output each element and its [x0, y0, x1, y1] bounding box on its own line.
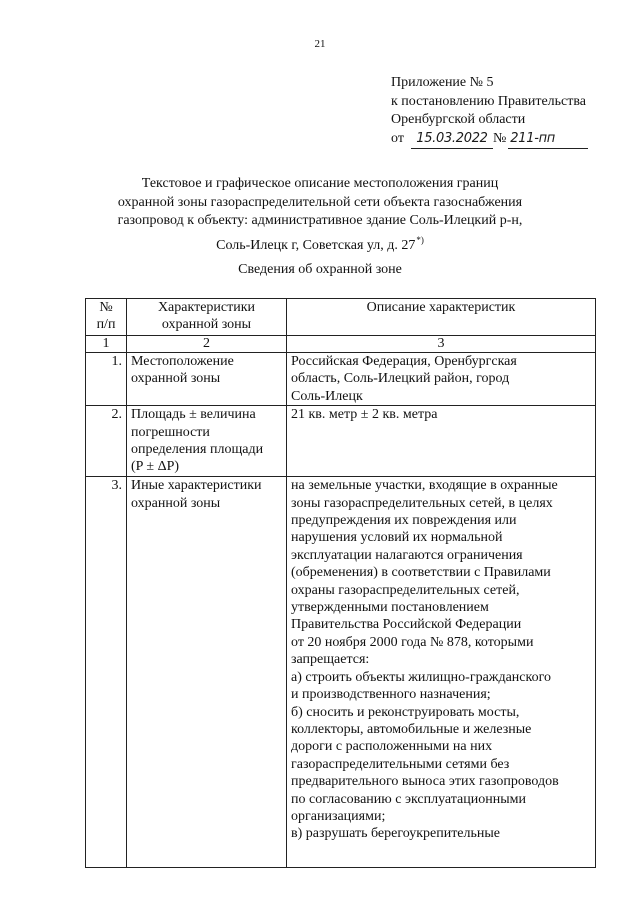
appendix-title: Приложение № 5 — [391, 75, 494, 90]
from-label: от — [391, 130, 404, 146]
row-description-line: запрещается: — [291, 652, 370, 668]
row-description-line: 21 кв. метр ± 2 кв. метра — [291, 407, 438, 423]
title-line-4 — [0, 231, 640, 256]
row-description-line: дороги с расположенными на них — [291, 739, 493, 755]
row-description-line: и производственного назначения; — [291, 687, 491, 703]
column-number: 3 — [287, 336, 596, 353]
column-number: 2 — [127, 336, 287, 353]
header-number-line: № — [99, 300, 113, 315]
row-description-line: на земельные участки, входящие в охранные — [291, 478, 558, 494]
header-number — [86, 299, 127, 336]
row-description-line: организациями; — [291, 808, 386, 824]
header-description-line: Описание характеристик — [366, 300, 516, 315]
row-description-line: область, Соль-Илецкий район, город — [291, 371, 510, 387]
section-subtitle: Сведения об охранной зоне — [238, 262, 402, 277]
row-characteristic-line: погрешности — [131, 424, 210, 440]
appendix-date-line — [391, 130, 588, 150]
row-characteristic-line: (P ± ΔP) — [131, 459, 180, 475]
row-description-line: (обременения) в соответствии с Правилами — [291, 565, 551, 581]
title-line-2: охранной зоны газораспределительной сети объекта газоснабжения — [117, 194, 523, 210]
number-label: № — [492, 130, 507, 146]
row-description-line: утвержденными постановлением — [291, 600, 489, 616]
row-characteristic — [127, 477, 287, 868]
row-number: 2. — [86, 406, 127, 477]
footnote-mark: *) — [416, 234, 424, 245]
title-line-3: газопровод к объекту: административное здание Соль-Илецкий р-н, — [117, 213, 523, 229]
page-number: 21 — [314, 38, 326, 50]
appendix-resolution: к постановлению Правительства — [391, 93, 587, 109]
row-description — [287, 477, 596, 868]
title-line-1: Текстовое и графическое описание местоположения границ — [141, 176, 499, 191]
row-description-line: Российская Федерация, Оренбургская — [291, 354, 517, 369]
row-description-line: зоны газораспределительных сетей, в целях — [291, 495, 553, 511]
row-characteristic-line: определения площади — [131, 442, 264, 458]
table-row — [86, 353, 596, 406]
row-number: 3. — [86, 477, 127, 868]
row-description-line: предварительного выноса этих газопроводов — [291, 774, 559, 790]
row-characteristic — [127, 406, 287, 477]
table-row — [86, 477, 596, 868]
row-description-line: по согласованию с эксплуатационными — [291, 791, 526, 807]
row-description-line: газораспределительными сетями без — [291, 756, 510, 772]
row-characteristic-line: Площадь ± величина — [131, 407, 256, 423]
row-description-line: в) разрушать берегоукрепительные — [291, 826, 501, 842]
table-row — [86, 406, 596, 477]
header-description — [287, 299, 596, 336]
row-description-line: Правительства Российской Федерации — [291, 617, 522, 633]
row-description-line: а) строить объекты жилищно-гражданского — [291, 669, 551, 685]
row-description — [287, 406, 596, 477]
row-description-line: предупреждения их повреждения или — [291, 513, 517, 529]
zone-table — [85, 298, 596, 868]
row-characteristic-line: охранной зоны — [131, 495, 221, 511]
row-description-line: охраны газораспределительных сетей, — [291, 582, 520, 598]
row-description-line: эксплуатации налагаются ограничения — [291, 547, 523, 563]
handwritten-date: 15.03.2022 — [411, 130, 493, 150]
row-characteristic-line: Иные характеристики — [131, 478, 262, 494]
appendix-region: Оренбургской области — [391, 112, 526, 127]
header-characteristics — [127, 299, 287, 336]
row-description-line: Соль-Илецк — [291, 388, 363, 404]
row-description-line: коллекторы, автомобильные и железные — [291, 721, 532, 737]
row-characteristic — [127, 353, 287, 406]
header-characteristics-line: охранной зоны — [161, 317, 252, 333]
row-description-line: от 20 ноября 2000 года № 878, которыми — [291, 634, 534, 650]
document-title — [0, 175, 640, 255]
row-characteristic-line: охранной зоны — [131, 371, 221, 387]
handwritten-number: 211-пп — [508, 130, 588, 150]
column-number-row — [86, 336, 596, 353]
header-number-line: п/п — [96, 317, 116, 333]
title-address: Соль-Илецк г, Советская ул, д. 27 — [216, 237, 416, 253]
table-header-row — [86, 299, 596, 336]
header-characteristics-line: Характеристики — [157, 300, 256, 315]
appendix-block — [391, 74, 588, 149]
column-number: 1 — [86, 336, 127, 353]
row-description-line: б) сносить и реконструировать мосты, — [291, 704, 520, 720]
row-number: 1. — [86, 353, 127, 406]
row-characteristic-line: Местоположение — [131, 354, 234, 369]
row-description-line: нарушения условий их нормальной — [291, 530, 503, 546]
row-description — [287, 353, 596, 406]
